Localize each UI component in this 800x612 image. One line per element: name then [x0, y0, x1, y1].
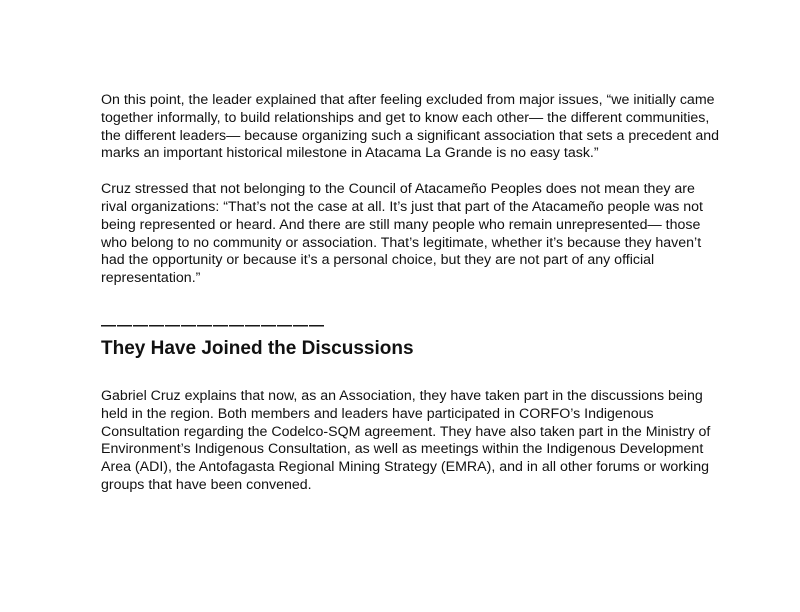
paragraph-cruz-statement: Cruz stressed that not belonging to the Council of Atacameño Peoples does not mean they are rival organizations: “That’s not the case at all. It’s just that part of the Atacameño people was not being represented or heard. And there are still many people who remain unrepresented— those who belong to no community or association. That’s legitimate, whether it’s because they haven’t had the opportunity or because it’s a personal choice, but they are not part of any official representation.” — [101, 181, 703, 287]
section-separator: —————————————— — [101, 316, 325, 334]
document-body — [101, 92, 721, 495]
paragraph-leader-quote: On this point, the leader explained that after feeling excluded from major issues, “we initially came together informally, to build relationships and get to know each other— the different communities, the different leaders— because organizing such a significant association that sets a precedent and marks an important historical milestone in Atacama La Grande is no easy task.” — [101, 92, 720, 162]
paragraph-discussions: Gabriel Cruz explains that now, as an Association, they have taken part in the discussions being held in the region. Both members and leaders have participated in CORFO’s Indigenous Consultation regarding the Codelco-SQM agreement. They have also taken part in the Ministry of Environment’s Indigenous Consultation, as well as meetings within the Indigenous Development Area (ADI), the Antofagasta Regional Mining Strategy (EMRA), and in all other forums or working groups that have been convened. — [101, 387, 711, 493]
section-heading: They Have Joined the Discussions — [101, 337, 414, 359]
